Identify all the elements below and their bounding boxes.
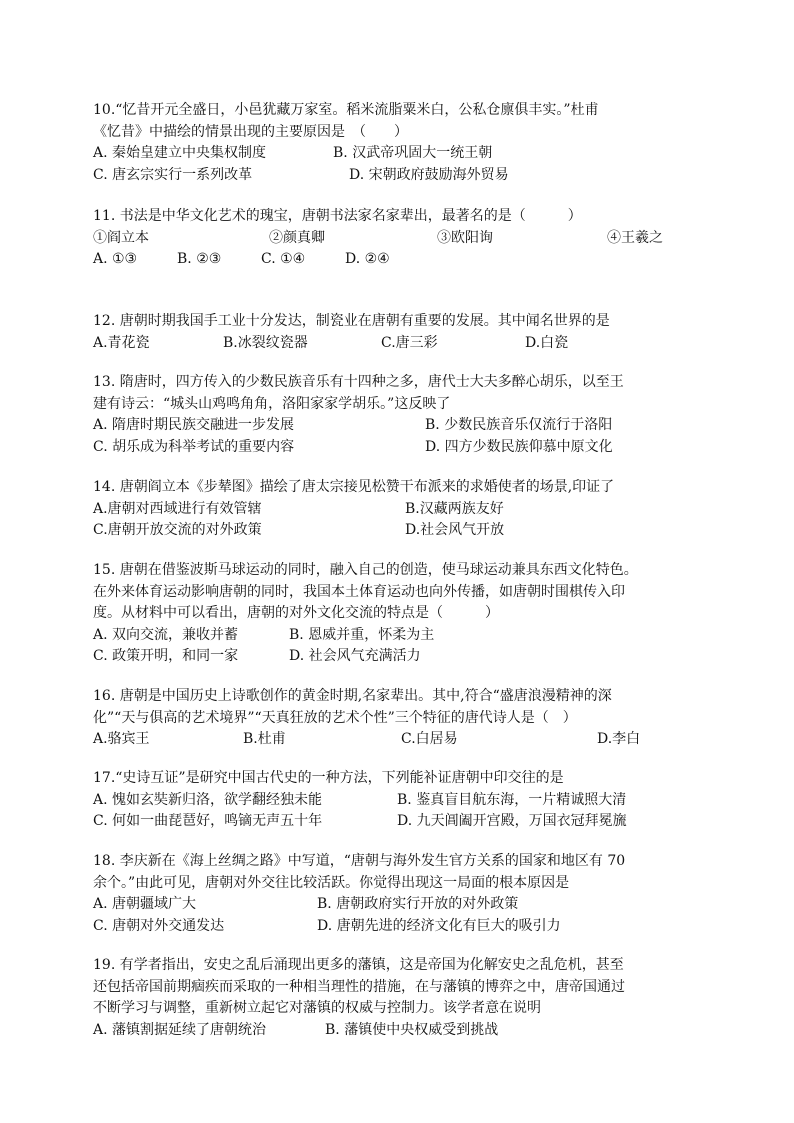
question-13-options-row — [93, 415, 703, 437]
question-19-stem: 不断学习与调整，重新树立起它对藩镇的权威与控制力。该学者意在说明 — [93, 1000, 541, 1016]
option-c: C.白居易 — [401, 731, 458, 747]
question-10-stem: 10.“忆昔开元全盛日，小邑犹藏万家室。稻米流脂粟米白，公私仓廪俱丰实。”杜甫 — [93, 102, 599, 118]
option-c: C.唐三彩 — [381, 334, 438, 351]
question-18 — [93, 851, 703, 937]
option-c: C. 胡乐成为科举考试的重要内容 — [93, 438, 295, 455]
option-b: B. 恩威并重，怀柔为主 — [289, 626, 435, 643]
option-d: D.白瓷 — [525, 334, 569, 351]
question-16-stem: 16. 唐朝是中国历史上诗歌创作的黄金时期,名家辈出。其中,符合“盛唐浪漫精神的深 — [93, 688, 612, 704]
question-10-stem: 《忆昔》中描绘的情景出现的主要原因是 （ ） — [93, 123, 408, 140]
option-d: D. 宋朝政府鼓励海外贸易 — [349, 166, 509, 183]
question-19-stem: 还包括帝国前期痼疾而采取的一种相当理性的措施，在与藩镇的博弈之中，唐帝国通过 — [93, 978, 625, 995]
question-14-stem: 14. 唐朝阎立本《步辇图》描绘了唐太宗接见松赞干布派来的求婚使者的场景,印证了 — [93, 479, 615, 495]
question-19-stem: 19. 有学者指出，安史之乱后涌现出更多的藩镇，这是帝国为化解安史之乱危机，甚至 — [93, 957, 624, 973]
option-b: B. 少数民族音乐仅流行于洛阳 — [425, 417, 613, 433]
option-a: A. ①③ — [93, 251, 138, 267]
question-18-options-row — [93, 916, 703, 938]
option-b: B.冰裂纹瓷器 — [223, 334, 308, 351]
item-2: ②颜真卿 — [269, 229, 325, 246]
question-11-options-row — [93, 249, 703, 271]
option-d: D.社会风气开放 — [405, 522, 505, 538]
question-17 — [93, 768, 703, 833]
option-c: C. 政策开明，和同一家 — [93, 648, 239, 664]
question-15 — [93, 560, 703, 668]
option-b: B.汉藏两族友好 — [405, 500, 504, 517]
question-16 — [93, 686, 703, 751]
item-4: ④王羲之 — [607, 229, 663, 246]
question-15-stem: 度。从材料中可以看出，唐朝的对外文化交流的特点是（ ） — [93, 605, 499, 621]
question-10-options-row — [93, 165, 703, 187]
question-12-stem: 12. 唐朝时期我国手工业十分发达，制瓷业在唐朝有重要的发展。其中闻名世界的是 — [93, 313, 610, 329]
question-14-options-row — [93, 499, 703, 521]
question-15-stem: 15. 唐朝在借鉴波斯马球运动的同时，融入自己的创造，使马球运动兼具东西文化特色。 — [93, 562, 638, 578]
option-a: A. 唐朝疆域广大 — [93, 896, 197, 912]
option-a: A.骆宾王 — [93, 731, 150, 747]
option-d: D. ②④ — [345, 251, 390, 267]
question-12-options-row — [93, 333, 703, 355]
option-a: A. 藩镇割据延续了唐朝统治 — [93, 1021, 267, 1038]
option-a: A. 秦始皇建立中央集权制度 — [93, 145, 267, 161]
question-13 — [93, 372, 703, 458]
option-c: C. 唐朝对外交通发达 — [93, 917, 225, 934]
question-15-options-row — [93, 646, 703, 668]
option-d: D. 四方少数民族仰慕中原文化 — [425, 438, 613, 455]
question-15-stem: 在外来体育运动影响唐朝的同时，我国本土体育运动也向外传播，如唐朝时围棋传入印 — [93, 583, 625, 600]
option-c: C.唐朝开放交流的对外政策 — [93, 522, 262, 538]
option-b: B.杜甫 — [243, 731, 286, 747]
question-14 — [93, 477, 703, 542]
question-19 — [93, 955, 703, 1041]
option-a: A.唐朝对西域进行有效管辖 — [93, 500, 262, 517]
question-10 — [93, 100, 703, 186]
question-19-options-row — [93, 1020, 703, 1042]
option-c: C. ①④ — [261, 251, 306, 267]
question-11 — [93, 206, 703, 271]
question-10-options-row — [93, 143, 703, 165]
option-a: A. 愧如玄奘新归洛，欲学翻经独未能 — [93, 791, 323, 808]
option-b: B. 藩镇使中央权威受到挑战 — [325, 1021, 499, 1038]
question-11-items-row — [93, 228, 703, 250]
option-b: B. ②③ — [177, 251, 222, 267]
question-16-stem: 化”“天与俱高的艺术境界”“天真狂放的艺术个性”三个特征的唐代诗人是（ ） — [93, 709, 577, 726]
option-b: B. 鉴真盲目航东海，一片精诚照大清 — [397, 791, 627, 808]
question-16-options-row — [93, 729, 703, 751]
option-d: D. 社会风气充满活力 — [289, 648, 421, 664]
question-15-options-row — [93, 625, 703, 647]
item-1: ①阎立本 — [93, 229, 149, 246]
option-a: A. 隋唐时期民族交融进一步发展 — [93, 417, 295, 433]
question-13-stem: 13. 隋唐时，四方传入的少数民族音乐有十四种之多，唐代士大夫多醉心胡乐，以至王 — [93, 374, 624, 390]
question-12 — [93, 311, 703, 354]
question-17-options-row — [93, 811, 703, 833]
question-17-options-row — [93, 790, 703, 812]
option-a: A.青花瓷 — [93, 334, 150, 351]
option-c: C. 何如一曲琵琶好，鸣镝无声五十年 — [93, 813, 323, 829]
question-13-stem: 建有诗云：“城头山鸡鸣角角，洛阳家家学胡乐。”这反映了 — [93, 395, 451, 412]
item-3: ③欧阳询 — [437, 229, 493, 246]
option-b: B. 唐朝政府实行开放的对外政策 — [317, 896, 519, 912]
question-18-stem: 余个。”由此可见，唐朝对外交往比较活跃。你觉得出现这一局面的根本原因是 — [93, 874, 570, 891]
option-c: C. 唐玄宗实行一系列改革 — [93, 166, 253, 183]
option-d: D. 唐朝先进的经济文化有巨大的吸引力 — [317, 917, 561, 934]
question-14-options-row — [93, 520, 703, 542]
option-d: D.李白 — [597, 731, 641, 747]
question-13-options-row — [93, 437, 703, 459]
option-b: B. 汉武帝巩固大一统王朝 — [333, 145, 493, 161]
question-18-options-row — [93, 894, 703, 916]
question-17-stem: 17.“史诗互证”是研究中国古代史的一种方法，下列能补证唐朝中印交往的是 — [93, 770, 564, 786]
option-a: A. 双向交流，兼收并蓄 — [93, 626, 239, 643]
question-18-stem: 18. 李庆新在《海上丝绸之路》中写道，“唐朝与海外发生官方关系的国家和地区有 70 — [93, 853, 626, 869]
option-d: D. 九天阊阖开宫殿，万国衣冠拜冕旒 — [397, 813, 627, 829]
question-11-stem: 11. 书法是中华文化艺术的瑰宝，唐朝书法家名家辈出，最著名的是（ ） — [93, 208, 582, 224]
